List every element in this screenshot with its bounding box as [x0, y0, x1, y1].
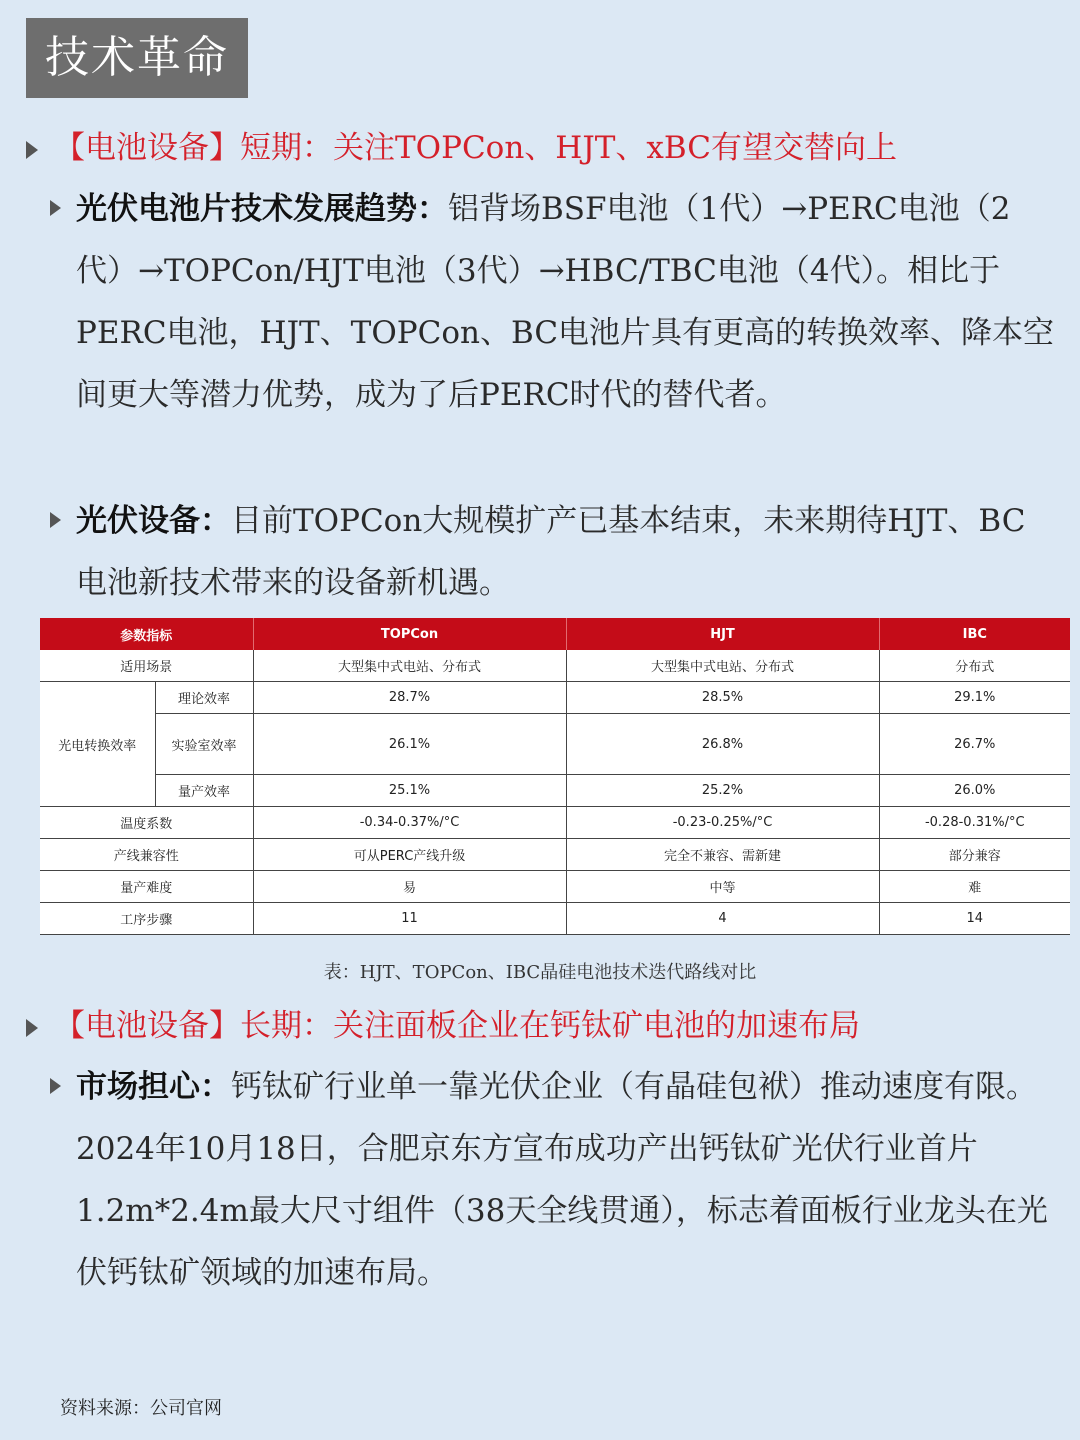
- row-label: 产线兼容性: [40, 839, 253, 871]
- table-header-cell: IBC: [879, 618, 1070, 650]
- table-cell: 部分兼容: [879, 839, 1070, 871]
- table-row: [40, 839, 1070, 871]
- paragraph-lead: 光伏电池片技术发展趋势：: [76, 191, 448, 227]
- table-cell: 可从PERC产线升级: [253, 839, 566, 871]
- section2-paragraph1: [76, 1056, 1056, 1304]
- table-row: [40, 903, 1070, 935]
- table-cell: 26.8%: [566, 714, 879, 775]
- table-cell: 大型集中式电站、分布式: [566, 650, 879, 682]
- bullet-triangle-icon: [50, 1078, 61, 1094]
- table-cell: 29.1%: [879, 682, 1070, 714]
- table-cell: 25.1%: [253, 775, 566, 807]
- table-cell: 14: [879, 903, 1070, 935]
- paragraph-text: 钙钛矿行业单一靠光伏企业（有晶硅包袱）推动速度有限。2024年10月18日，合肥京东方宣布成功产出钙钛矿光伏行业首片1.2m*2.4m最大尺寸组件（38天全线贯通），标志着面板行业龙头在光伏钙钛矿领域的加速布局。: [76, 1069, 1048, 1291]
- row-group-label: 光电转换效率: [40, 682, 155, 807]
- paragraph-lead: 市场担心：: [76, 1069, 231, 1105]
- table-cell: -0.23-0.25%/°C: [566, 807, 879, 839]
- table-cell: 28.5%: [566, 682, 879, 714]
- row-label: 工序步骤: [40, 903, 253, 935]
- section1-paragraph1: [76, 178, 1056, 426]
- row-label: 理论效率: [155, 682, 253, 714]
- row-label: 量产效率: [155, 775, 253, 807]
- table-cell: 完全不兼容、需新建: [566, 839, 879, 871]
- table-cell: 25.2%: [566, 775, 879, 807]
- table-cell: 11: [253, 903, 566, 935]
- bullet-triangle-icon: [26, 1019, 38, 1037]
- row-label: 温度系数: [40, 807, 253, 839]
- table-cell: 26.0%: [879, 775, 1070, 807]
- table-cell: 大型集中式电站、分布式: [253, 650, 566, 682]
- page-title: 技术革命: [26, 18, 248, 98]
- table-row: [40, 650, 1070, 682]
- table-cell: 28.7%: [253, 682, 566, 714]
- section1-paragraph2: [76, 490, 1056, 614]
- table-row: [40, 871, 1070, 903]
- table-cell: 分布式: [879, 650, 1070, 682]
- table-cell: 26.1%: [253, 714, 566, 775]
- table-header-cell: HJT: [566, 618, 879, 650]
- table-cell: 难: [879, 871, 1070, 903]
- bullet-triangle-icon: [26, 141, 38, 159]
- table-header-row: [40, 618, 1070, 650]
- table-cell: 中等: [566, 871, 879, 903]
- table-header-cell: 参数指标: [40, 618, 253, 650]
- table-caption: 表：HJT、TOPCon、IBC晶硅电池技术迭代路线对比: [323, 962, 757, 983]
- table-cell: -0.34-0.37%/°C: [253, 807, 566, 839]
- table-row: [40, 682, 1070, 714]
- row-label: 量产难度: [40, 871, 253, 903]
- row-label: 适用场景: [40, 650, 253, 682]
- source-note: 资料来源：公司官网: [60, 1398, 222, 1419]
- table-row: [40, 775, 1070, 807]
- paragraph-text: 铝背场BSF电池（1代）→PERC电池（2代）→TOPCon/HJT电池（3代）→HBC/TBC电池（4代）。相比于PERC电池，HJT、TOPCon、BC电池片具有更高的转换效率、降本空间更大等潜力优势，成为了后PERC时代的替代者。: [76, 191, 1055, 413]
- comparison-table: [40, 618, 1070, 935]
- table-cell: 26.7%: [879, 714, 1070, 775]
- paragraph-text: 目前TOPCon大规模扩产已基本结束，未来期待HJT、BC电池新技术带来的设备新机遇。: [76, 503, 1026, 601]
- bullet-triangle-icon: [50, 200, 61, 216]
- bullet-triangle-icon: [50, 512, 61, 528]
- section1-heading-row: [26, 122, 1066, 167]
- table-header-cell: TOPCon: [253, 618, 566, 650]
- section2-heading-row: [26, 1000, 1066, 1045]
- table-row: [40, 714, 1070, 775]
- table-row: [40, 807, 1070, 839]
- section1-heading: 【电池设备】短期：关注TOPCon、HJT、xBC有望交替向上: [54, 130, 897, 166]
- table-cell: 4: [566, 903, 879, 935]
- table-cell: -0.28-0.31%/°C: [879, 807, 1070, 839]
- table-cell: 易: [253, 871, 566, 903]
- paragraph-lead: 光伏设备：: [76, 503, 231, 539]
- section2-heading: 【电池设备】长期：关注面板企业在钙钛矿电池的加速布局: [54, 1008, 860, 1044]
- row-label: 实验室效率: [155, 714, 253, 775]
